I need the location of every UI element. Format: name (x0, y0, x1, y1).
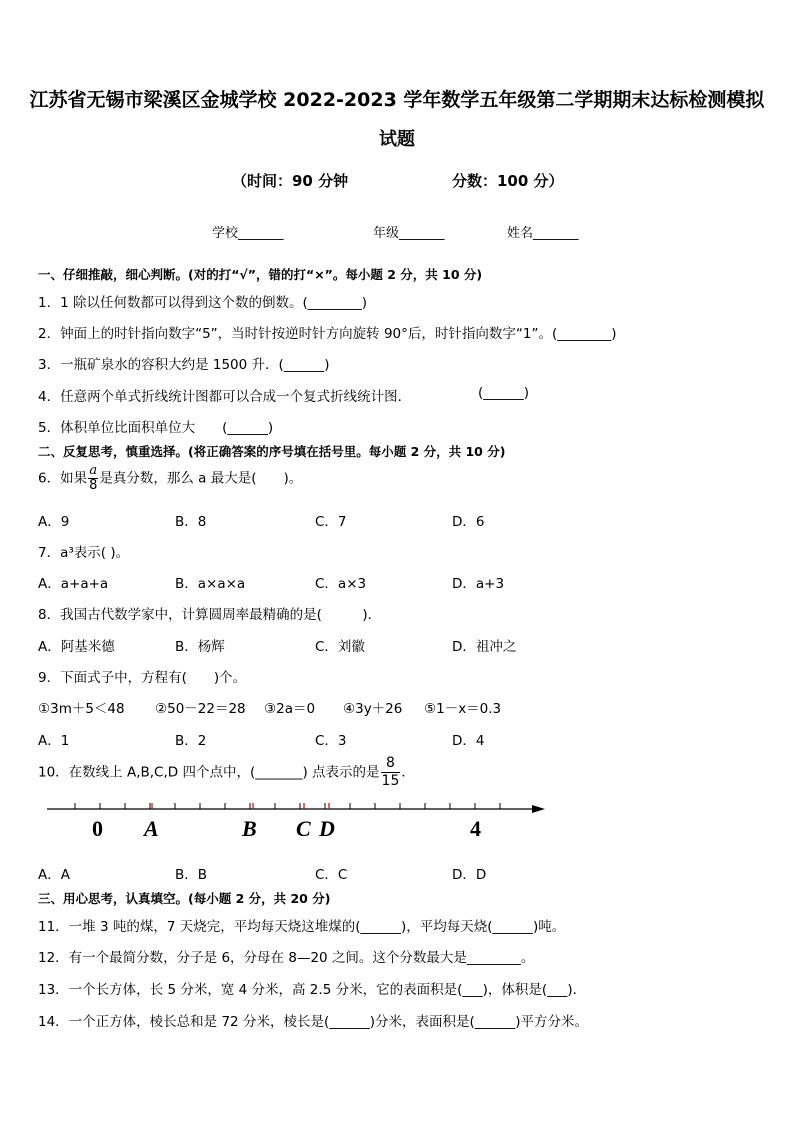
q6-option-b: B．8 (175, 514, 207, 530)
q9-expr-4: ④3y＋26 (343, 701, 403, 717)
q9-option-a: A．1 (38, 733, 70, 749)
q7-option-c: C．a×3 (315, 576, 367, 592)
question-9: 9．下面式子中，方程有( )个。 (38, 670, 247, 686)
exam-score: 分数：100 分） (452, 172, 564, 190)
number-line (40, 796, 560, 841)
q9-option-d: D．4 (452, 733, 485, 749)
question-14: 14．一个正方体，棱长总和是 72 分米，棱长是(______)分米，表面积是(______)平方分米。 (38, 1014, 589, 1030)
q9-option-c: C．3 (315, 733, 347, 749)
number-line-label-d: D (319, 816, 335, 841)
number-line-label-a: A (144, 816, 159, 841)
fraction-numerator: a (89, 463, 98, 478)
name-field: 姓名_______ (507, 226, 579, 241)
number-line-label-c: C (296, 816, 311, 841)
question-6-suffix: 是真分数，那么 a 最大是( )。 (99, 470, 303, 487)
number-line-label-4: 4 (470, 816, 481, 841)
question-1: 1．1 除以任何数都可以得到这个数的倒数。(________) (38, 295, 368, 311)
q7-option-b: B．a×a×a (175, 576, 246, 592)
section-heading-2: 二、反复思考，慎重选择。(将正确答案的序号填在括号里。每小题 2 分，共 10 分) (38, 444, 506, 459)
question-6 (38, 464, 302, 493)
page-title: 江苏省无锡市梁溪区金城学校 2022-2023 学年数学五年级第二学期期末达标检测模拟 (29, 89, 765, 111)
question-10-prefix: 10．在数线上 A,B,C,D 四个点中，(_______) 点表示的是 (38, 764, 380, 781)
question-6-prefix: 6．如果 (38, 470, 88, 487)
q8-option-a: A．阿基米德 (38, 639, 115, 655)
question-4-blank: (______) (478, 385, 530, 401)
q10-option-c: C．C (315, 867, 348, 883)
section-heading-1: 一、仔细推敲，细心判断。(对的打“√”，错的打“×”。每小题 2 分，共 10 分) (38, 267, 483, 282)
fraction-denominator: 8 (89, 478, 98, 493)
q8-option-c: C．刘徽 (315, 639, 365, 655)
grade-field: 年级_______ (373, 226, 445, 241)
fraction-a-over-8 (88, 464, 98, 493)
q9-expr-3: ③2a＝0 (264, 701, 316, 717)
q8-option-b: B．杨辉 (175, 639, 225, 655)
q10-option-b: B．B (175, 867, 208, 883)
q9-option-b: B．2 (175, 733, 207, 749)
school-field: 学校_______ (212, 226, 284, 241)
q7-option-d: D．a+3 (452, 576, 505, 592)
page-title-line2: 试题 (379, 129, 415, 150)
question-8: 8．我国古代数学家中，计算圆周率最精确的是( )． (38, 607, 382, 623)
q9-expr-2: ②50－22＝28 (155, 701, 246, 717)
q9-expr-5: ⑤1－x＝0.3 (424, 701, 502, 717)
question-4: 4．任意两个单式折线统计图都可以合成一个复式折线统计图． (38, 389, 412, 405)
question-12: 12．有一个最简分数，分子是 6，分母在 8—20 之间。这个分数最大是________。 (38, 950, 535, 966)
question-10-suffix: ． (401, 764, 415, 781)
q6-option-c: C．7 (315, 514, 347, 530)
question-13: 13．一个长方体，长 5 分米，宽 4 分米，高 2.5 分米，它的表面积是(___)，体积是(___)． (38, 982, 587, 998)
fraction-8-over-15 (381, 755, 401, 790)
q7-option-a: A．a+a+a (38, 576, 109, 592)
question-10 (38, 755, 415, 790)
q8-option-d: D．祖冲之 (452, 639, 517, 655)
q6-option-d: D．6 (452, 514, 485, 530)
question-5: 5．体积单位比面积单位大 (______) (38, 420, 274, 436)
exam-time: （时间：90 分钟 (232, 172, 349, 190)
q9-expr-1: ①3m＋5＜48 (38, 701, 125, 717)
question-11: 11．一堆 3 吨的煤，7 天烧完，平均每天烧这堆煤的(______)，平均每天烧(______)吨。 (38, 919, 566, 935)
question-7: 7．a³表示( )。 (38, 545, 130, 561)
q10-option-a: A．A (38, 867, 70, 883)
question-2: 2．钟面上的时针指向数字“5”，当时针按逆时针方向旋转 90°后，时针指向数字“1”。(________) (38, 326, 617, 342)
q6-option-a: A．9 (38, 514, 70, 530)
question-3: 3．一瓶矿泉水的容积大约是 1500 升．(______) (38, 357, 330, 373)
section-heading-3: 三、用心思考，认真填空。(每小题 2 分，共 20 分) (38, 891, 331, 906)
q10-option-d: D．D (452, 867, 487, 883)
fraction-denominator: 15 (381, 773, 400, 789)
number-line-label-0: 0 (92, 816, 103, 841)
fraction-numerator: 8 (381, 755, 401, 773)
number-line-label-b: B (242, 816, 257, 841)
